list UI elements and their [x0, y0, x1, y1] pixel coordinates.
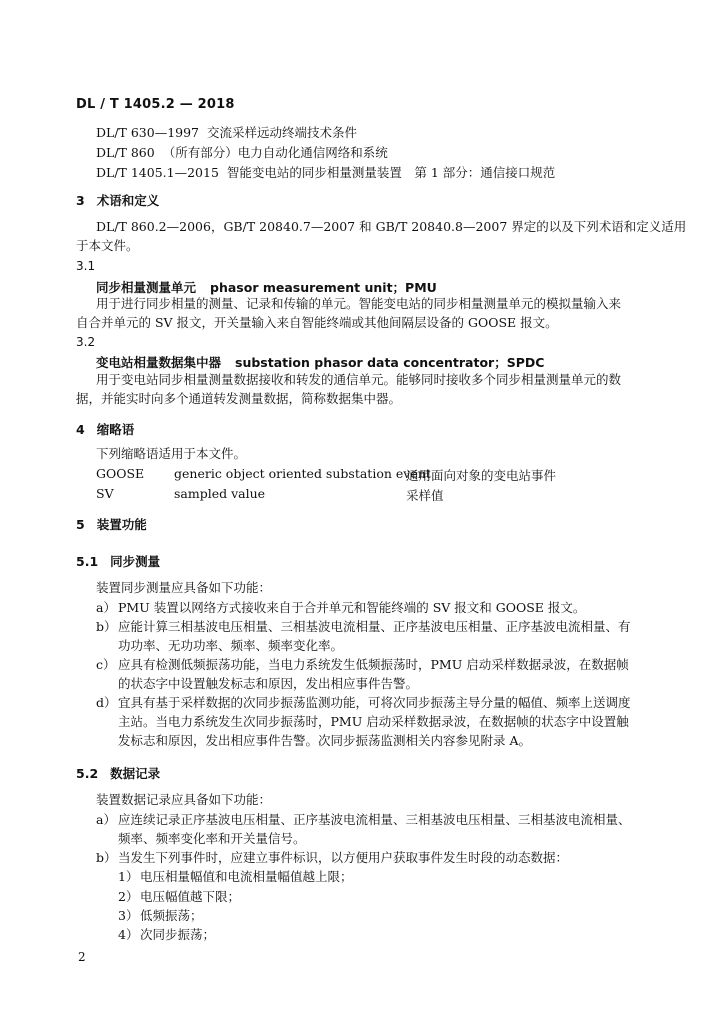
list-text: 应具有检测低频振荡功能，当电力系统发生低频振荡时，PMU 启动采样数据录波，在数据帧 — [118, 657, 629, 672]
list-item — [96, 655, 656, 674]
list-marker: d） — [96, 695, 117, 710]
function-list-5-1 — [96, 598, 656, 750]
list-marker: 1） — [118, 869, 139, 884]
paragraph-line: 下列缩略语适用于本文件。 — [96, 446, 247, 461]
standard-code-header: DL / T 1405.2 — 2018 — [76, 97, 235, 112]
abbreviation-en: generic object oriented substation event — [174, 466, 431, 481]
list-marker: 2） — [118, 889, 139, 904]
term-number: 3.2 — [76, 335, 96, 349]
section-heading-5 — [76, 515, 147, 533]
abbreviation-en: sampled value — [174, 486, 266, 501]
reference-title: 智能变电站的同步相量测量装置 第 1 部分：通信接口规范 — [226, 165, 556, 180]
subsection-heading-5-2 — [76, 764, 160, 782]
section-number: 4 — [76, 422, 85, 437]
abbreviation-zh: 通用面向对象的变电站事件 — [406, 468, 557, 483]
section-number: 5.2 — [76, 766, 99, 781]
abbreviation-zh: 采样值 — [406, 488, 444, 503]
list-text: 低频振荡； — [140, 908, 203, 923]
list-marker: a） — [96, 812, 116, 827]
paragraph-line: 装置数据记录应具备如下功能： — [96, 792, 272, 807]
list-text-continued: 功功率、无功功率、频率、频率变化率。 — [118, 638, 344, 653]
list-text: 电压幅值越下限； — [140, 889, 241, 904]
list-text-continued: 主站。当电力系统发生次同步振荡时，PMU 启动采样数据录波，在数据帧的状态字中设置触 — [118, 714, 629, 729]
reference-item — [96, 123, 357, 141]
paragraph-line: 据，并能实时向多个通道转发测量数据，简称数据集中器。 — [76, 391, 402, 406]
reference-code: DL/T 860 — [96, 145, 155, 160]
section-title: 装置功能 — [96, 517, 147, 532]
reference-title: （所有部分）电力自动化通信网络和系统 — [162, 145, 388, 160]
term-heading — [96, 278, 437, 296]
sub-list-item — [118, 906, 203, 924]
list-item — [96, 598, 656, 617]
page-number: 2 — [78, 950, 86, 964]
section-title: 缩略语 — [96, 422, 135, 437]
function-list-5-2 — [96, 810, 656, 867]
list-text-continued: 发标志和原因，发出相应事件告警。次同步振荡监测相关内容参见附录 A。 — [118, 733, 532, 748]
reference-item — [96, 143, 388, 161]
paragraph-line: DL/T 860.2—2006，GB/T 20840.7—2007 和 GB/T 20840.8—2007 界定的以及下列术语和定义适用 — [96, 219, 687, 234]
subsection-heading-5-1 — [76, 552, 160, 570]
list-text: 电压相量幅值和电流相量幅值越上限； — [140, 869, 353, 884]
abbreviation: GOOSE — [96, 466, 145, 481]
paragraph-line: 于本文件。 — [76, 238, 139, 253]
list-text: PMU 装置以网络方式接收来自于合并单元和智能终端的 SV 报文和 GOOSE 报文。 — [118, 600, 586, 615]
term-number: 3.1 — [76, 259, 96, 273]
term-heading — [96, 353, 544, 371]
paragraph-line: 用于进行同步相量的测量、记录和传输的单元。智能变电站的同步相量测量单元的模拟量输入来 — [96, 296, 622, 311]
sub-list-item — [118, 887, 240, 905]
section-title: 术语和定义 — [96, 193, 160, 208]
list-text: 应能计算三相基波电压相量、三相基波电流相量、正序基波电压相量、正序基波电流相量、有 — [118, 619, 631, 634]
section-title: 数据记录 — [110, 766, 161, 781]
section-number: 5.1 — [76, 554, 99, 569]
list-marker: b） — [96, 619, 117, 634]
list-text: 次同步振荡； — [140, 927, 216, 942]
reference-item — [96, 163, 555, 181]
term-zh: 变电站相量数据集中器 — [96, 355, 222, 370]
list-text: 当发生下列事件时，应建立事件标识，以方便用户获取事件发生时段的动态数据： — [118, 850, 569, 865]
list-marker: 4） — [118, 927, 139, 942]
reference-title: 交流采样远动终端技术条件 — [207, 125, 358, 140]
term-en: substation phasor data concentrator；SPDC — [235, 355, 545, 370]
reference-code: DL/T 1405.1—2015 — [96, 165, 219, 180]
paragraph-line: 装置同步测量应具备如下功能： — [96, 580, 272, 595]
section-heading-3 — [76, 191, 159, 209]
list-item — [96, 848, 656, 867]
section-number: 3 — [76, 193, 85, 208]
term-en: phasor measurement unit；PMU — [210, 280, 437, 295]
section-number: 5 — [76, 517, 85, 532]
paragraph-line: 自合并单元的 SV 报文，开关量输入来自智能终端或其他间隔层设备的 GOOSE 报文。 — [76, 315, 558, 330]
list-marker: 3） — [118, 908, 139, 923]
list-item — [96, 810, 656, 829]
term-zh: 同步相量测量单元 — [96, 280, 197, 295]
section-title: 同步测量 — [110, 554, 161, 569]
sub-list-item — [118, 925, 215, 943]
list-text-continued: 的状态字中设置触发标志和原因，发出相应事件告警。 — [118, 676, 419, 691]
sub-list-item — [118, 867, 353, 885]
list-text-continued: 频率、频率变化率和开关量信号。 — [118, 831, 306, 846]
list-text: 应连续记录正序基波电压相量、正序基波电流相量、三相基波电压相量、三相基波电流相量、 — [118, 812, 631, 827]
paragraph-line: 用于变电站同步相量测量数据接收和转发的通信单元。能够同时接收多个同步相量测量单元的数 — [96, 372, 622, 387]
list-item — [96, 617, 656, 636]
list-marker: b） — [96, 850, 117, 865]
abbreviation: SV — [96, 486, 114, 501]
section-heading-4 — [76, 420, 134, 438]
list-marker: a） — [96, 600, 116, 615]
list-item — [96, 693, 656, 712]
reference-code: DL/T 630—1997 — [96, 125, 200, 140]
list-marker: c） — [96, 657, 116, 672]
list-text: 宜具有基于采样数据的次同步振荡监测功能，可将次同步振荡主导分量的幅值、频率上送调度 — [118, 695, 631, 710]
